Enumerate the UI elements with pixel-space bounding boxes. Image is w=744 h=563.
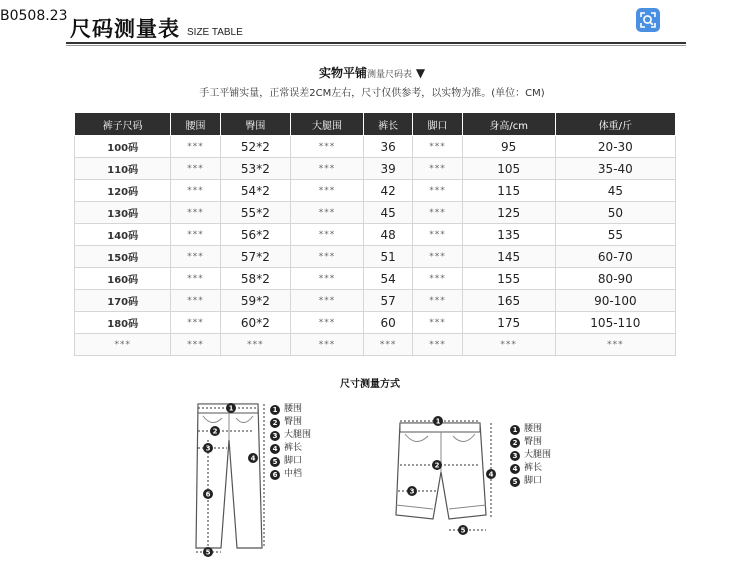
legend-label: 大腿围	[524, 450, 552, 460]
column-header: 臀围	[220, 113, 290, 136]
table-cell: ***	[291, 202, 364, 224]
subtitle-small: 测量尺码表	[366, 70, 412, 80]
table-cell: 39	[363, 158, 412, 180]
table-cell: 57	[363, 290, 412, 312]
table-cell: ***	[291, 290, 364, 312]
legend-label: 脚口	[524, 476, 543, 486]
legend-label: 脚口	[284, 456, 303, 466]
table-cell: 57*2	[220, 246, 290, 268]
table-cell: ***	[291, 268, 364, 290]
table-cell: ***	[171, 158, 220, 180]
table-cell: ***	[171, 290, 220, 312]
table-cell: ***	[413, 268, 462, 290]
table-cell: 59*2	[220, 290, 290, 312]
table-cell: ***	[413, 136, 462, 158]
measure-method-title: 尺寸测量方式	[340, 379, 400, 390]
table-cell: ***	[413, 224, 462, 246]
product-code: B0508.23	[0, 8, 68, 24]
table-cell: 50	[555, 202, 675, 224]
table-cell: 155	[462, 268, 555, 290]
legend-label: 裤长	[524, 463, 543, 473]
shorts-legend	[510, 423, 551, 488]
table-cell: 60	[363, 312, 412, 334]
table-cell: 90-100	[555, 290, 675, 312]
pants-legend-item	[270, 403, 311, 416]
table-cell: 175	[462, 312, 555, 334]
shorts-marker-2-label: 2	[434, 461, 440, 470]
table-cell: ***	[171, 136, 220, 158]
size-cell: 170码	[75, 290, 171, 312]
size-cell: 100码	[75, 136, 171, 158]
arrow-down-icon: ▼	[415, 66, 426, 80]
size-cell: 130码	[75, 202, 171, 224]
subtitle-main: 实物平铺	[318, 66, 367, 80]
table-cell: ***	[171, 224, 220, 246]
shorts-marker-4-label: 4	[488, 470, 494, 479]
size-cell: 120码	[75, 180, 171, 202]
shorts-marker-5-label: 5	[460, 526, 466, 535]
table-cell: 54*2	[220, 180, 290, 202]
legend-label: 腰围	[284, 404, 303, 414]
table-cell: 36	[363, 136, 412, 158]
table-cell: 125	[462, 202, 555, 224]
table-cell: ***	[413, 334, 462, 356]
table-cell: 45	[363, 202, 412, 224]
pants-diagram	[196, 403, 264, 557]
legend-label: 臀围	[524, 437, 543, 447]
shorts-marker-3-label: 3	[409, 487, 415, 496]
pants-legend	[270, 403, 311, 481]
marker-3-label: 3	[205, 444, 211, 453]
pants-legend-item	[270, 442, 311, 455]
legend-number-badge: 1	[510, 425, 520, 435]
table-cell: 60*2	[220, 312, 290, 334]
legend-label: 臀围	[284, 417, 303, 427]
legend-number-badge: 4	[510, 464, 520, 474]
marker-6-label: 6	[205, 490, 211, 499]
legend-number-badge: 5	[270, 457, 280, 467]
table-cell: 105	[462, 158, 555, 180]
column-header: 身高/cm	[462, 113, 555, 136]
column-header: 体重/斤	[555, 113, 675, 136]
shorts-marker-1-label: 1	[435, 417, 441, 426]
table-cell: ***	[291, 158, 364, 180]
table-cell: 105-110	[555, 312, 675, 334]
column-header: 裤长	[363, 113, 412, 136]
table-cell: ***	[171, 180, 220, 202]
table-cell: ***	[171, 268, 220, 290]
table-cell: 56*2	[220, 224, 290, 246]
table-cell: 135	[462, 224, 555, 246]
table-cell: ***	[291, 312, 364, 334]
table-cell: ***	[291, 246, 364, 268]
table-cell: 42	[363, 180, 412, 202]
table-cell: ***	[555, 334, 675, 356]
legend-number-badge: 4	[270, 444, 280, 454]
table-cell: 20-30	[555, 136, 675, 158]
legend-number-badge: 3	[510, 451, 520, 461]
table-cell: ***	[291, 224, 364, 246]
legend-label: 裤长	[284, 443, 303, 453]
column-header: 裤子尺码	[75, 113, 171, 136]
table-cell: 145	[462, 246, 555, 268]
shorts-diagram	[396, 416, 496, 535]
legend-label: 中档	[284, 469, 303, 479]
table-cell: ***	[171, 312, 220, 334]
pants-legend-item	[270, 416, 311, 429]
pants-legend-item	[270, 429, 311, 442]
table-cell: 58*2	[220, 268, 290, 290]
shorts-legend-item	[510, 423, 551, 436]
table-cell: 55*2	[220, 202, 290, 224]
table-cell: 53*2	[220, 158, 290, 180]
legend-number-badge: 1	[270, 405, 280, 415]
marker-4-label: 4	[250, 454, 256, 463]
table-cell: 48	[363, 224, 412, 246]
table-cell: 54	[363, 268, 412, 290]
column-header: 脚口	[413, 113, 462, 136]
table-cell: ***	[413, 246, 462, 268]
table-cell: 55	[555, 224, 675, 246]
marker-1-label: 1	[228, 404, 234, 413]
table-cell: ***	[363, 334, 412, 356]
size-cell: 160码	[75, 268, 171, 290]
column-header: 大腿围	[291, 113, 364, 136]
legend-number-badge: 3	[270, 431, 280, 441]
legend-number-badge: 2	[510, 438, 520, 448]
table-cell: ***	[413, 202, 462, 224]
legend-number-badge: 2	[270, 418, 280, 428]
table-cell: 51	[363, 246, 412, 268]
table-cell: ***	[291, 136, 364, 158]
legend-number-badge: 5	[510, 477, 520, 487]
table-cell: ***	[413, 180, 462, 202]
table-cell: ***	[413, 312, 462, 334]
page-title: 尺码测量表	[70, 17, 180, 41]
table-cell: ***	[413, 158, 462, 180]
table-cell: ***	[220, 334, 290, 356]
table-cell: 80-90	[555, 268, 675, 290]
column-header: 腰围	[171, 113, 220, 136]
size-cell: 140码	[75, 224, 171, 246]
legend-number-badge: 6	[270, 470, 280, 480]
shorts-legend-item	[510, 449, 551, 462]
table-cell: 165	[462, 290, 555, 312]
shorts-legend-item	[510, 462, 551, 475]
table-cell: ***	[413, 290, 462, 312]
shorts-legend-item	[510, 436, 551, 449]
table-cell: ***	[171, 334, 220, 356]
table-cell: 35-40	[555, 158, 675, 180]
page-title-en: SIZE TABLE	[187, 27, 243, 38]
size-cell: 110码	[75, 158, 171, 180]
table-cell: ***	[462, 334, 555, 356]
legend-label: 腰围	[524, 424, 543, 434]
size-cell: 180码	[75, 312, 171, 334]
shorts-legend-item	[510, 475, 551, 488]
pants-legend-item	[270, 468, 311, 481]
table-cell: ***	[171, 202, 220, 224]
table-cell: 45	[555, 180, 675, 202]
marker-5-label: 5	[205, 548, 211, 557]
size-cell: ***	[75, 334, 171, 356]
table-cell: 60-70	[555, 246, 675, 268]
measurement-note: 手工平铺实量，正常误差2CM左右，尺寸仅供参考，以实物为准。(单位：CM)	[199, 88, 545, 99]
table-cell: ***	[291, 180, 364, 202]
table-cell: 52*2	[220, 136, 290, 158]
table-cell: 95	[462, 136, 555, 158]
table-cell: ***	[291, 334, 364, 356]
size-cell: 150码	[75, 246, 171, 268]
table-cell: 115	[462, 180, 555, 202]
legend-label: 大腿围	[284, 430, 312, 440]
pants-legend-item	[270, 455, 311, 468]
marker-2-label: 2	[212, 427, 218, 436]
table-cell: ***	[171, 246, 220, 268]
